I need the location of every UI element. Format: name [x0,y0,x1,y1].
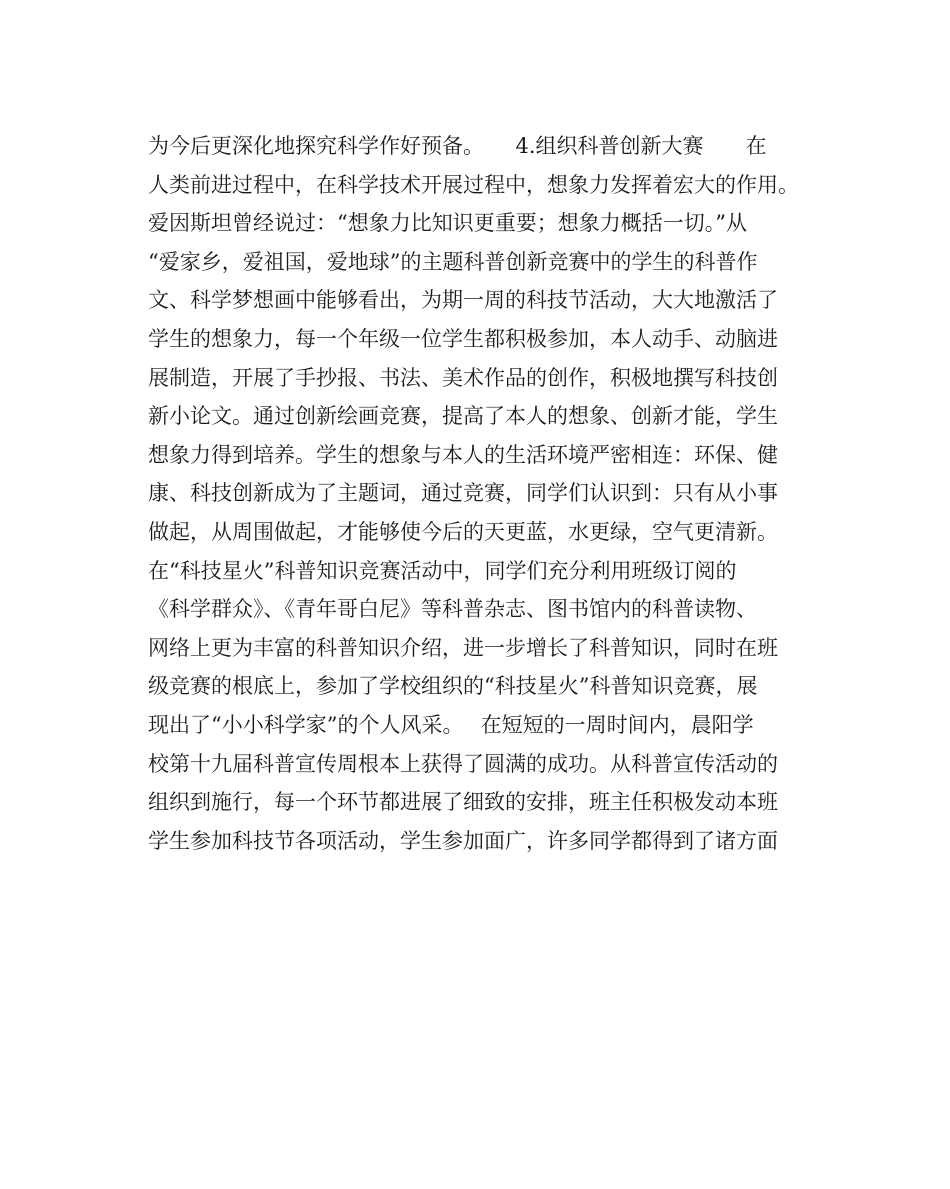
text-line-2: 人类前进过程中，在科学技术开展过程中，想象力发挥着宏大的作用。 [148,172,799,197]
text-line-8: 新小论文。通过创新绘画竞赛，提高了本人的想象、创新才能，学生 [148,404,778,429]
body-text [148,127,848,860]
text-line-3: 爱因斯坦曾经说过：“想象力比知识更重要；想象力概括一切。”从 [148,211,747,236]
text-line-6: 学生的想象力，每一个年级一位学生都积极参加，本人动手、动脑进 [148,326,778,351]
text-line-10: 康、科技创新成为了主题词，通过竞赛，同学们认识到：只有从小事 [148,481,778,506]
text-line-16: 现出了“小小科学家”的个人风采。 在短短的一周时间内，晨阳学 [148,712,754,737]
text-line-18: 组织到施行，每一个环节都进展了细致的安排，班主任积极发动本班 [148,790,778,815]
text-line-13: 《科学群众》、《青年哥白尼》等科普杂志、图书馆内的科普读物、 [148,597,757,622]
text-line-11: 做起，从周围做起，才能够使今后的天更蓝，水更绿，空气更清新。 [148,519,778,544]
text-line-9: 想象力得到培养。学生的想象与本人的生活环境严密相连：环保、健 [148,442,778,467]
text-line-14: 网络上更为丰富的科普知识介绍，进一步增长了科普知识，同时在班 [148,635,778,660]
text-line-15: 级竞赛的根底上，参加了学校组织的“科技星火”科普知识竞赛，展 [148,674,758,699]
text-line-5: 文、科学梦想画中能够看出，为期一周的科技节活动，大大地激活了 [148,288,778,313]
text-line-7: 展制造，开展了手抄报、书法、美术作品的创作，积极地撰写科技创 [148,365,778,390]
text-line-19: 学生参加科技节各项活动，学生参加面广，许多同学都得到了诸方面 [148,828,778,853]
text-line-4: “爱家乡，爱祖国，爱地球”的主题科普创新竞赛中的学生的科普作 [148,249,758,274]
text-line-17: 校第十九届科普宣传周根本上获得了圆满的成功。从科普宣传活动的 [148,751,778,776]
text-line-12: 在“科技星火”科普知识竞赛活动中，同学们充分利用班级订阅的 [148,558,737,583]
text-line-1: 为今后更深化地探究科学作好预备。 4.组织科普创新大赛 在 [148,134,767,158]
